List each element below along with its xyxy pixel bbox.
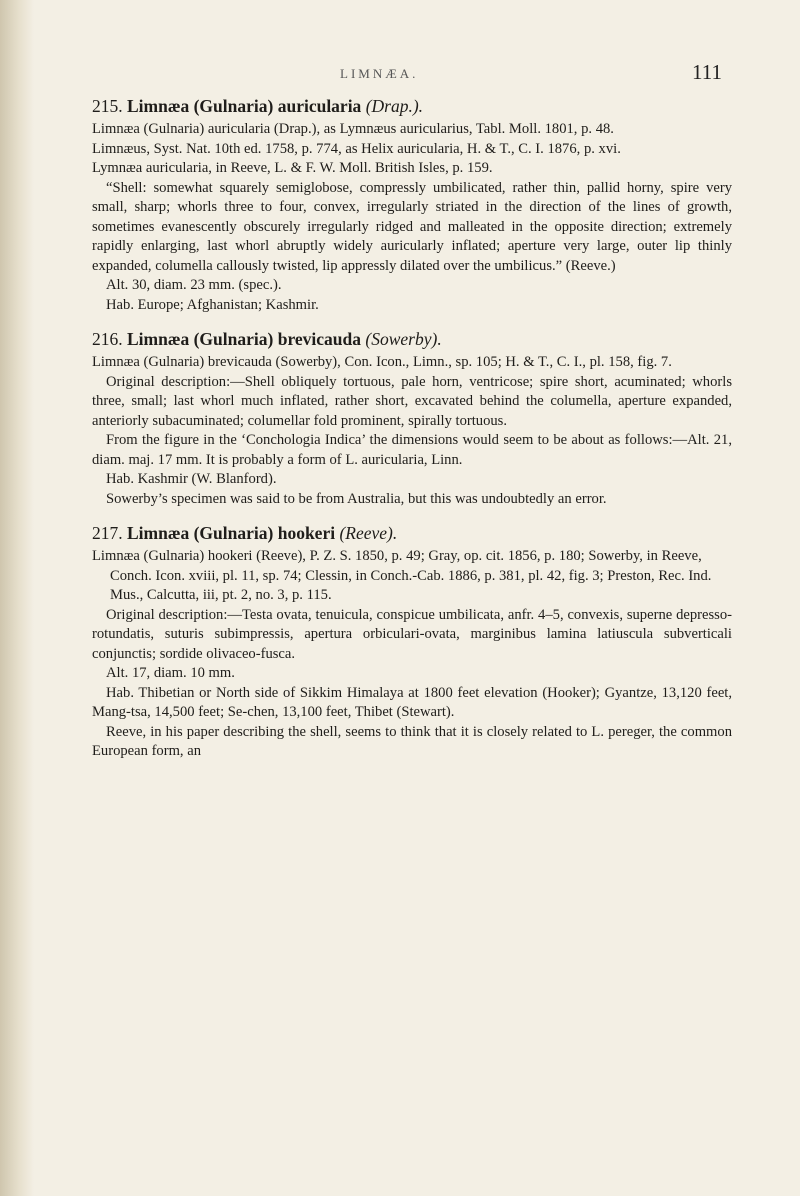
reference: Limnæus, Syst. Nat. 10th ed. 1758, p. 774, as Helix auricularia, H. & T., C. I. 1876, p. xvi.	[92, 140, 621, 157]
description: “Shell: somewhat squarely semiglobose, compressly umbilicated, rather thin, pallid horny, spire very small, sharp; whorls three to four, convex, irregularly striated in the direction of the lines of growth, sometimes evanescently obscurely irregularly ridged and malleated in the opposite direction; extremely rapidly enlarging, last whorl abruptly widely auricularly inflated; aperture very large, outer lip thinly expanded, columella callously twisted, lip appressly dilated over the umbilicus.” (Reeve.)	[92, 179, 732, 274]
description: Original description:—Testa ovata, tenuicula, conspicue umbilicata, anfr. 4–5, convexis, superne depresso-rotundatis, suturis subimpressis, apertura orbiculari-ovata, marginibus lamina latiuscula subverticali conjunctis; sordide olivaceo-fusca.	[92, 606, 732, 662]
dimensions: Alt. 17, diam. 10 mm.	[106, 665, 235, 681]
species-entry-217	[92, 521, 732, 762]
entry-title	[92, 327, 732, 351]
reference: Lymnæa auricularia, in Reeve, L. & F. W. Moll. British Isles, p. 159.	[92, 160, 493, 176]
running-head: LIMNÆA.	[340, 66, 419, 81]
entry-title	[92, 94, 732, 118]
habitat: Hab. Kashmir (W. Blanford).	[106, 471, 277, 487]
species-name: Limnæa (Gulnaria) auricularia	[127, 96, 362, 116]
entry-number: 215.	[92, 96, 123, 116]
description: Original description:—Shell obliquely tortuous, pale horn, ventricose; spire short, acuminated; whorls three, small; last whorl much inflated, rather short, excavated behind the columella, aperture expanded, anteriorly subacuminated; columellar fold prominent, spirally tortuous.	[92, 373, 732, 429]
book-page	[92, 60, 732, 774]
species-name: Limnæa (Gulnaria) brevicauda	[127, 329, 362, 349]
species-entry-215	[92, 94, 732, 315]
entry-number: 217.	[92, 523, 123, 543]
page-number: 111	[692, 60, 722, 84]
dimensions: Alt. 30, diam. 23 mm. (spec.).	[106, 277, 282, 293]
species-author: (Sowerby).	[365, 329, 442, 349]
entry-title	[92, 521, 732, 545]
page-binding-shadow	[0, 0, 34, 1196]
species-entry-216	[92, 327, 732, 509]
habitat: Hab. Europe; Afghanistan; Kashmir.	[106, 296, 319, 313]
reference: Limnæa (Gulnaria) brevicauda (Sowerby), Con. Icon., Limn., sp. 105; H. & T., C. I., pl. 158, fig. 7.	[92, 354, 672, 370]
page-header	[92, 60, 732, 94]
habitat: Hab. Thibetian or North side of Sikkim Himalaya at 1800 feet elevation (Hooker); Gyantze, 13,120 feet, Mang-tsa, 14,500 feet; Se-chen, 13,100 feet, Thibet (Stewart).	[92, 684, 732, 720]
species-name: Limnæa (Gulnaria) hookeri	[127, 523, 336, 543]
reference: Limnæa (Gulnaria) auricularia (Drap.), as Lymnæus auricularius, Tabl. Moll. 1801, p. 48.	[92, 121, 614, 137]
note: Reeve, in his paper describing the shell, seems to think that it is closely related to L. pereger, the common European form, an	[92, 723, 732, 759]
entry-number: 216.	[92, 329, 123, 349]
note: From the figure in the ‘Conchologia Indica’ the dimensions would seem to be about as follows:—Alt. 21, diam. maj. 17 mm. It is probably a form of L. auricularia, Linn.	[92, 432, 732, 468]
species-author: (Reeve).	[339, 523, 398, 543]
note: Sowerby’s specimen was said to be from Australia, but this was undoubtedly an error.	[106, 490, 607, 507]
species-author: (Drap.).	[365, 96, 424, 116]
reference: Limnæa (Gulnaria) hookeri (Reeve), P. Z. S. 1850, p. 49; Gray, op. cit. 1856, p. 180; Sowerby, in Reeve, Conch. Icon. xviii, pl. 11, sp. 74; Clessin, in Conch.-Cab. 1886, p. 381, pl. 42, fig. 3; Preston, Rec. Ind. Mus., Calcutta, iii, pt. 2, no. 3, p. 115.	[92, 548, 712, 603]
